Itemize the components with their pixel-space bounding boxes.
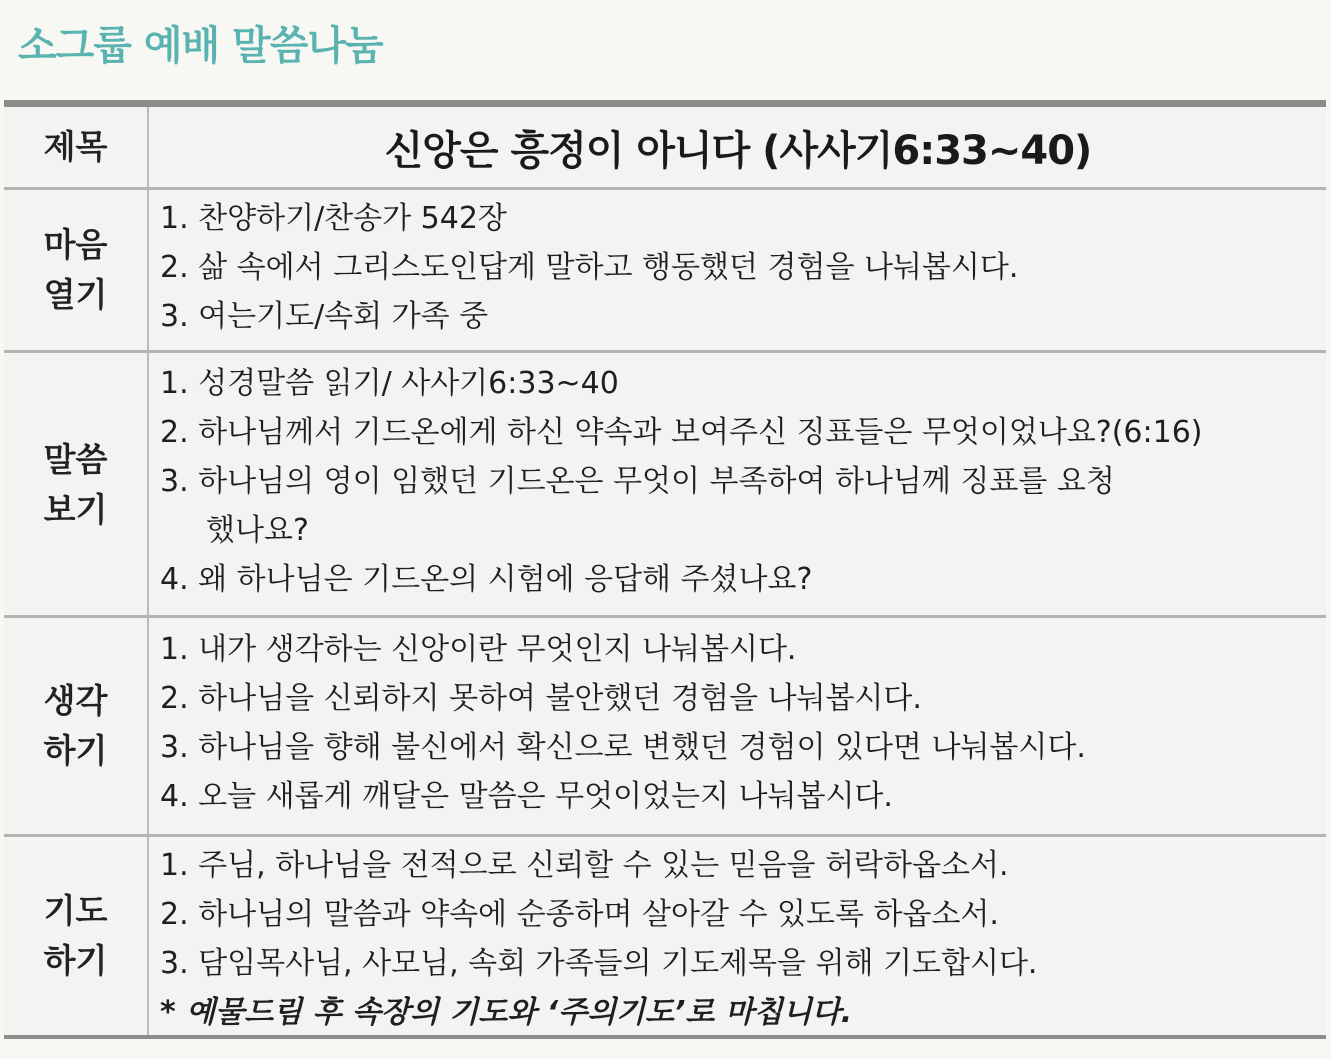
row-divider [4,350,1326,353]
section-label-line: 기도 [43,891,108,930]
list-item: 1. 내가 생각하는 신앙이란 무엇인지 나눠봅시다. [160,632,797,667]
sermon-heading: 신앙은 흥정이 아니다 (사사기6:33~40) [384,127,1092,174]
page-title: 소그룹 예배 말씀나눔 [18,23,383,69]
list-item-continuation: 했나요? [206,513,309,548]
section-label-line: 하기 [43,941,108,980]
row-divider [4,615,1326,618]
section-label-line: 마음 [43,225,108,264]
column-divider [147,107,149,1035]
list-item: 3. 여는기도/속회 가족 중 [160,299,489,334]
subject-label: 제목 [43,127,108,166]
section-items-open-heart [160,194,1316,341]
section-label-line: 하기 [43,731,108,770]
list-item: 4. 오늘 새롭게 깨달은 말씀은 무엇이었는지 나눠봅시다. [160,779,893,814]
list-item: 3. 하나님의 영이 임했던 기드온은 무엇이 부족하여 하나님께 징표를 요청 [160,464,1115,499]
section-label-line: 열기 [43,275,108,314]
section-label-read-word [4,353,147,617]
list-item: 4. 왜 하나님은 기드온의 시험에 응답해 주셨나요? [160,562,813,597]
worship-table [4,100,1326,1039]
list-item: 3. 하나님을 향해 불신에서 확신으로 변했던 경험이 있다면 나눠봅시다. [160,730,1086,765]
section-label-reflect [4,618,147,834]
section-label-line: 보기 [43,490,108,529]
list-item: 2. 하나님께서 기드온에게 하신 약속과 보여주신 징표들은 무엇이었나요?(6:16) [160,415,1203,450]
list-item: 2. 하나님의 말씀과 약속에 순종하며 살아갈 수 있도록 하옵소서. [160,897,999,932]
list-item: 2. 하나님을 신뢰하지 못하여 불안했던 경험을 나눠봅시다. [160,681,922,716]
section-items-reflect [160,625,1316,821]
section-label-line: 말씀 [43,440,108,479]
section-label-open-heart [4,190,147,350]
section-items-read-word [160,359,1316,604]
row-divider [4,187,1326,190]
list-item: 2. 삶 속에서 그리스도인답게 말하고 행동했던 경험을 나눠봅시다. [160,250,1019,285]
section-label-pray [4,837,147,1035]
closing-note: * 예물드림 후 속장의 기도와 ‘주의기도’로 마칩니다. [160,995,853,1030]
row-divider [4,834,1326,837]
list-item: 1. 성경말씀 읽기/ 사사기6:33~40 [160,366,619,401]
list-item: 1. 주님, 하나님을 전적으로 신뢰할 수 있는 믿음을 허락하옵소서. [160,848,1009,883]
list-item: 3. 담임목사님, 사모님, 속회 가족들의 기도제목을 위해 기도합시다. [160,946,1038,981]
subject-label-cell [4,107,147,187]
section-items-pray [160,841,1316,1037]
list-item: 1. 찬양하기/찬송가 542장 [160,201,507,236]
section-label-line: 생각 [43,681,108,720]
